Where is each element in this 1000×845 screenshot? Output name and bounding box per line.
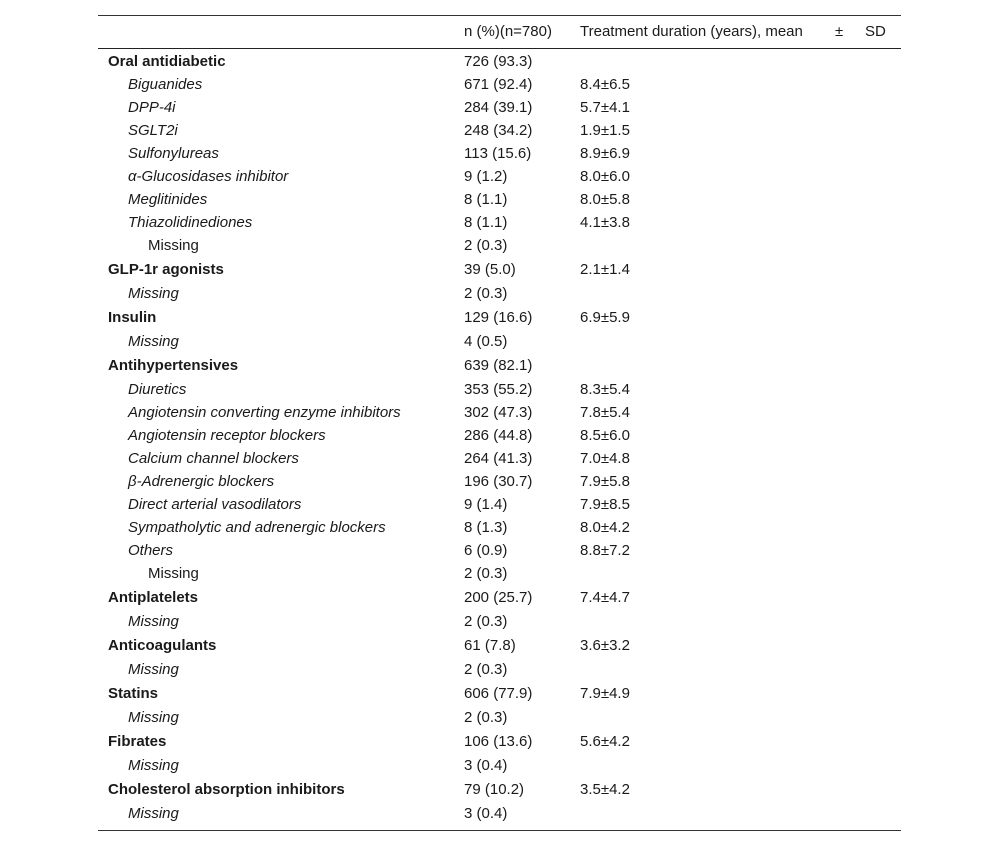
header-sd: SD: [865, 23, 886, 40]
row-label: Angiotensin converting enzyme inhibitors: [128, 404, 401, 421]
table-row-oral-antidiabetic: [98, 50, 901, 73]
row-label: Insulin: [108, 309, 157, 326]
row-duration: 8.0±5.8: [580, 191, 630, 208]
row-n: 353 (55.2): [464, 381, 533, 398]
table-header-row: [98, 16, 901, 48]
row-duration: 5.7±4.1: [580, 99, 630, 116]
table-row: [98, 378, 901, 401]
row-label: Missing: [128, 709, 179, 726]
header-n-percent: n (%)(n=780): [464, 23, 552, 40]
row-duration: 8.9±6.9: [580, 145, 630, 162]
row-label: Missing: [148, 565, 199, 582]
row-n: 8 (1.1): [464, 191, 508, 208]
row-label: Statins: [108, 685, 159, 702]
row-duration: 8.0±6.0: [580, 168, 630, 185]
header-treatment-duration: Treatment duration (years), mean: [580, 23, 803, 40]
row-duration: 4.1±3.8: [580, 214, 630, 231]
row-n: 9 (1.2): [464, 168, 508, 185]
row-n: 639 (82.1): [464, 357, 533, 374]
row-duration: 7.9±5.8: [580, 473, 630, 490]
row-duration: 7.0±4.8: [580, 450, 630, 467]
table-row: [98, 73, 901, 96]
row-label: Missing: [128, 613, 179, 630]
row-n: 2 (0.3): [464, 565, 508, 582]
table-row-insulin: [98, 305, 901, 330]
table-header-rule: [98, 48, 901, 49]
table-row-missing: [98, 754, 901, 777]
row-n: 129 (16.6): [464, 309, 533, 326]
row-label: Oral antidiabetic: [108, 53, 226, 70]
row-n: 726 (93.3): [464, 53, 533, 70]
row-n: 302 (47.3): [464, 404, 533, 421]
table-row: [98, 188, 901, 211]
row-label: Sulfonylureas: [128, 145, 219, 162]
row-label: Fibrates: [108, 733, 167, 750]
table-row: [98, 119, 901, 142]
row-n: 4 (0.5): [464, 333, 508, 350]
row-n: 61 (7.8): [464, 637, 516, 654]
row-label: Anticoagulants: [108, 637, 217, 654]
table-row-missing: [98, 658, 901, 681]
table-row-glp1r-agonists: [98, 257, 901, 282]
row-n: 79 (10.2): [464, 781, 525, 798]
row-n: 39 (5.0): [464, 261, 516, 278]
row-label: Calcium channel blockers: [128, 450, 299, 467]
row-n: 9 (1.4): [464, 496, 508, 513]
row-duration: 8.5±6.0: [580, 427, 630, 444]
table-row-cholesterol-absorption-inhibitors: [98, 777, 901, 802]
row-label: α-Glucosidases inhibitor: [128, 168, 289, 185]
row-duration: 3.6±3.2: [580, 637, 630, 654]
row-n: 671 (92.4): [464, 76, 533, 93]
table-row-missing: [98, 282, 901, 305]
row-label: SGLT2i: [128, 122, 178, 139]
header-plus-minus: ±: [835, 23, 844, 40]
row-n: 3 (0.4): [464, 757, 508, 774]
row-duration: 8.8±7.2: [580, 542, 630, 559]
row-duration: 7.9±4.9: [580, 685, 630, 702]
row-label: Angiotensin receptor blockers: [128, 427, 326, 444]
row-label: β-Adrenergic blockers: [128, 473, 275, 490]
row-n: 2 (0.3): [464, 285, 508, 302]
table-row-anticoagulants: [98, 633, 901, 658]
table-row-missing: [98, 610, 901, 633]
row-n: 2 (0.3): [464, 613, 508, 630]
row-n: 200 (25.7): [464, 589, 533, 606]
row-duration: 8.3±5.4: [580, 381, 630, 398]
row-n: 6 (0.9): [464, 542, 508, 559]
row-n: 286 (44.8): [464, 427, 533, 444]
row-label: Others: [128, 542, 174, 559]
row-label: Missing: [128, 805, 179, 822]
table-row: [98, 539, 901, 562]
table-row: [98, 211, 901, 234]
row-label: Biguanides: [128, 76, 203, 93]
row-label: Missing: [128, 285, 179, 302]
table-row: [98, 447, 901, 470]
table-row: [98, 142, 901, 165]
row-n: 8 (1.1): [464, 214, 508, 231]
table-row-antiplatelets: [98, 585, 901, 610]
row-duration: 5.6±4.2: [580, 733, 630, 750]
row-n: 106 (13.6): [464, 733, 533, 750]
row-duration: 8.0±4.2: [580, 519, 630, 536]
table-row-statins: [98, 681, 901, 706]
row-duration: 1.9±1.5: [580, 122, 630, 139]
row-duration: 7.9±8.5: [580, 496, 630, 513]
row-duration: 2.1±1.4: [580, 261, 630, 278]
table-row: [98, 470, 901, 493]
row-n: 2 (0.3): [464, 661, 508, 678]
table-row: [98, 493, 901, 516]
row-duration: 8.4±6.5: [580, 76, 630, 93]
row-n: 264 (41.3): [464, 450, 533, 467]
row-label: Diuretics: [128, 381, 187, 398]
row-n: 8 (1.3): [464, 519, 508, 536]
medication-table: [98, 15, 901, 831]
table-bottom-rule: [98, 830, 901, 831]
row-label: GLP-1r agonists: [108, 261, 224, 278]
row-n: 248 (34.2): [464, 122, 533, 139]
row-label: Sympatholytic and adrenergic blockers: [128, 519, 386, 536]
row-label: DPP-4i: [128, 99, 176, 116]
row-label: Antiplatelets: [108, 589, 199, 606]
table-row-missing: [98, 802, 901, 825]
row-label: Direct arterial vasodilators: [128, 496, 302, 513]
table-row-missing: [98, 234, 901, 257]
table-row-missing: [98, 706, 901, 729]
row-duration: 7.8±5.4: [580, 404, 630, 421]
table-row-antihypertensives: [98, 353, 901, 378]
row-n: 196 (30.7): [464, 473, 533, 490]
row-label: Thiazolidinediones: [128, 214, 253, 231]
row-n: 284 (39.1): [464, 99, 533, 116]
table-row-missing: [98, 562, 901, 585]
row-n: 113 (15.6): [464, 145, 532, 162]
row-label: Cholesterol absorption inhibitors: [108, 781, 345, 798]
row-n: 606 (77.9): [464, 685, 533, 702]
table-row-fibrates: [98, 729, 901, 754]
table-row: [98, 96, 901, 119]
row-label: Antihypertensives: [108, 357, 239, 374]
row-n: 3 (0.4): [464, 805, 508, 822]
table-row: [98, 424, 901, 447]
table-row: [98, 401, 901, 424]
row-label: Meglitinides: [128, 191, 208, 208]
table-row-missing: [98, 330, 901, 353]
row-label: Missing: [128, 757, 179, 774]
table-row: [98, 165, 901, 188]
row-label: Missing: [128, 333, 179, 350]
row-duration: 3.5±4.2: [580, 781, 630, 798]
row-n: 2 (0.3): [464, 237, 508, 254]
row-label: Missing: [148, 237, 199, 254]
row-label: Missing: [128, 661, 179, 678]
row-n: 2 (0.3): [464, 709, 508, 726]
row-duration: 7.4±4.7: [580, 589, 630, 606]
row-duration: 6.9±5.9: [580, 309, 630, 326]
table-row: [98, 516, 901, 539]
